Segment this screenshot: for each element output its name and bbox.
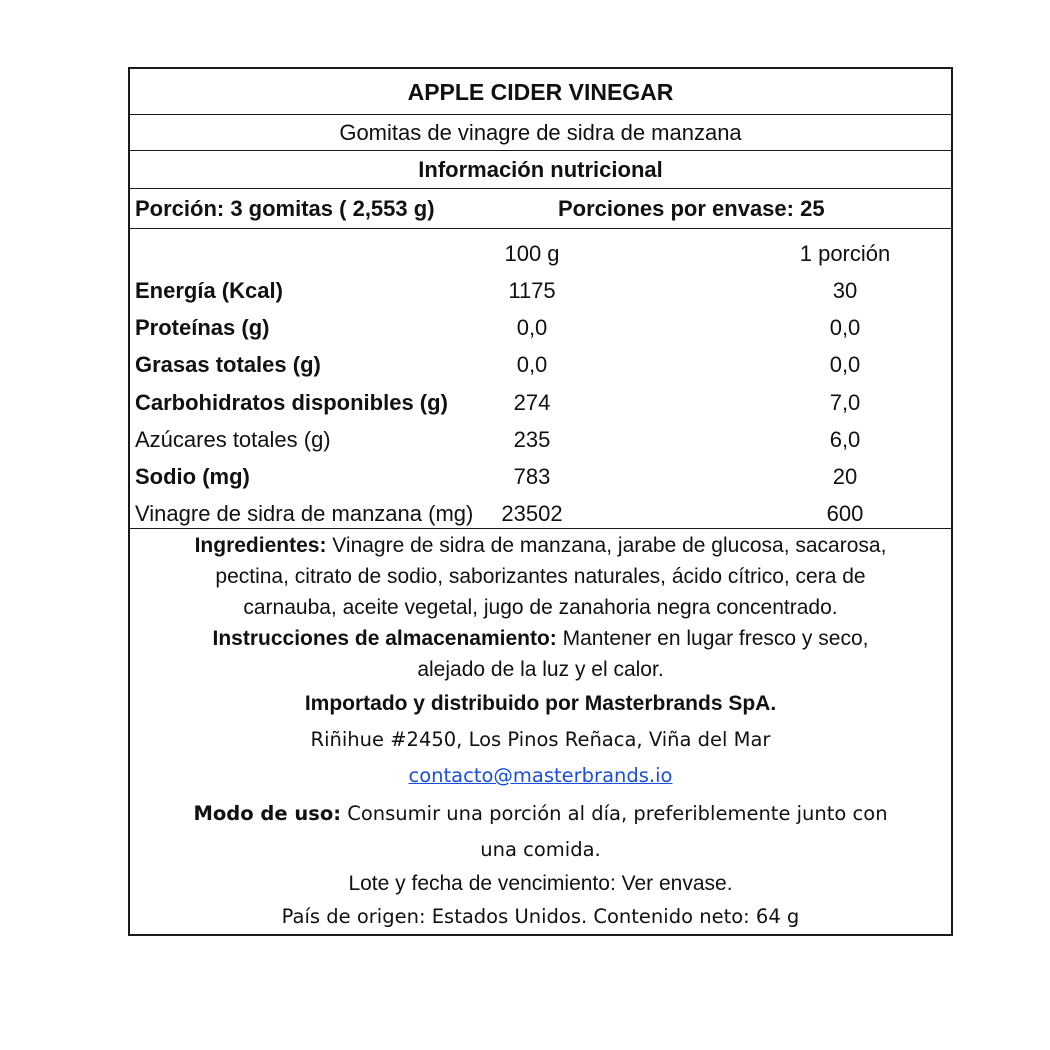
storage-line-1: Instrucciones de almacenamiento: Mantener en lugar fresco y seco,: [212, 627, 869, 650]
ingredients-line-1: Ingredientes: Vinagre de sidra de manzana, jarabe de glucosa, sacarosa,: [194, 534, 887, 557]
nutrient-table: [130, 229, 951, 529]
nutrient-value-portion: 20: [832, 464, 858, 489]
nutrient-name: Carbohidratos disponibles (g): [135, 390, 448, 415]
nutrient-value-portion: 6,0: [829, 427, 861, 452]
nutrient-value-100g: 783: [513, 464, 551, 489]
nutrient-row-carbohydrates: [130, 384, 951, 421]
nutrient-value-100g: 0,0: [516, 352, 548, 377]
nutrient-value-portion: 0,0: [829, 315, 861, 340]
importer: Importado y distribuido por Masterbrands SpA.: [304, 692, 777, 715]
nutrient-row-fat: [130, 346, 951, 383]
usage-line-2: una comida.: [480, 838, 601, 861]
product-title: APPLE CIDER VINEGAR: [130, 69, 951, 115]
portion-row: [130, 189, 951, 229]
nutrient-value-portion: 600: [826, 501, 864, 526]
nutrient-value-100g: 235: [513, 427, 551, 452]
nutrient-value-100g: 0,0: [516, 315, 548, 340]
address: Riñihue #2450, Los Pinos Reñaca, Viña del Mar: [310, 728, 771, 751]
nutrient-value-100g: 274: [513, 390, 551, 415]
nutrient-name: Proteínas (g): [135, 315, 270, 340]
nutrient-value-portion: 7,0: [829, 390, 861, 415]
origin-info: País de origen: Estados Unidos. Contenido neto: 64 g: [281, 905, 800, 928]
ingredients-line-2: pectina, citrato de sodio, saborizantes naturales, ácido cítrico, cera de: [215, 565, 866, 588]
nutrient-name: Azúcares totales (g): [135, 427, 331, 452]
email-link[interactable]: contacto@masterbrands.io: [408, 764, 673, 787]
lot-info: Lote y fecha de vencimiento: Ver envase.: [348, 872, 733, 895]
label-footer: [130, 530, 951, 933]
nutrient-row-energy: [130, 272, 951, 309]
nutrition-label: [128, 67, 953, 936]
usage-label: Modo de uso:: [193, 802, 342, 825]
nutrient-column-headers: [130, 235, 951, 272]
ingredients-label: Ingredientes:: [194, 534, 327, 557]
nutrient-name: Sodio (mg): [135, 464, 250, 489]
storage-line-2: alejado de la luz y el calor.: [417, 658, 664, 681]
nutrient-name: Grasas totales (g): [135, 352, 321, 377]
nutrient-name: Energía (Kcal): [135, 278, 283, 303]
nutrient-value-portion: 0,0: [829, 352, 861, 377]
nutrient-name: Vinagre de sidra de manzana (mg): [135, 501, 474, 526]
nutrient-value-100g: 1175: [508, 278, 556, 303]
column-header-portion: 1 porción: [799, 241, 891, 266]
nutrition-heading: Información nutricional: [130, 151, 951, 189]
storage-label: Instrucciones de almacenamiento:: [212, 627, 557, 650]
servings-per-container: Porciones por envase: 25: [558, 196, 825, 221]
nutrient-row-sodium: [130, 458, 951, 495]
nutrient-value-100g: 23502: [501, 501, 563, 526]
ingredients-line-3: carnauba, aceite vegetal, jugo de zanahoria negra concentrado.: [243, 596, 838, 619]
nutrient-value-portion: 30: [832, 278, 858, 303]
column-header-100g: 100 g: [504, 241, 560, 266]
portion-size: Porción: 3 gomitas ( 2,553 g): [135, 196, 435, 221]
product-subtitle: Gomitas de vinagre de sidra de manzana: [130, 115, 951, 151]
nutrient-row-sugars: [130, 421, 951, 458]
nutrient-row-vinegar: [130, 495, 951, 532]
usage-line-1: Modo de uso: Consumir una porción al día, preferiblemente junto con: [193, 802, 888, 825]
nutrient-row-protein: [130, 309, 951, 346]
